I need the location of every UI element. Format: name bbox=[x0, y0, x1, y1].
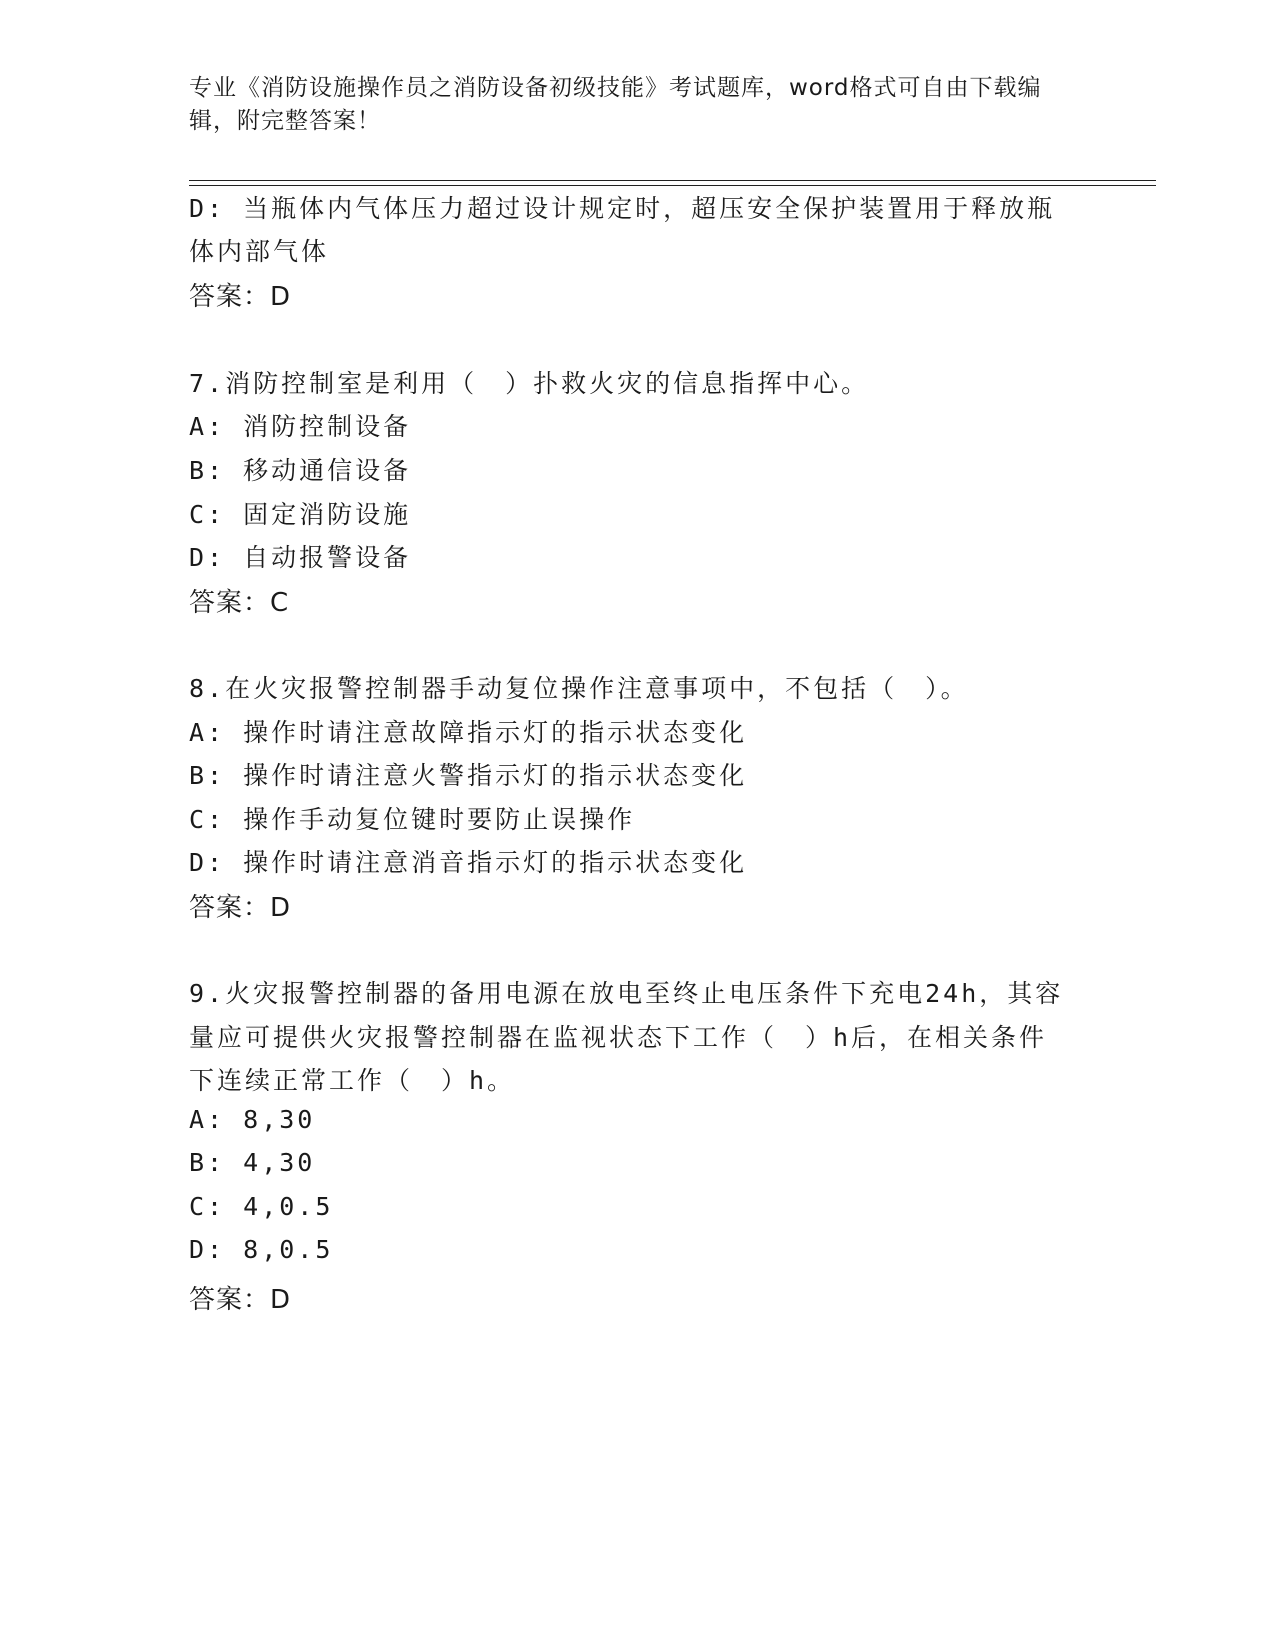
q8-stem: 8.在火灾报警控制器手动复位操作注意事项中，不包括（ ）。 bbox=[189, 674, 969, 703]
q9-option-c: C: 4,0.5 bbox=[189, 1192, 334, 1221]
prev-option-d-line1: D: 当瓶体内气体压力超过设计规定时，超压安全保护装置用于释放瓶 bbox=[189, 194, 1056, 223]
header-divider-top bbox=[189, 180, 1156, 181]
q7-option-a: A: 消防控制设备 bbox=[189, 412, 412, 441]
header-divider-bottom bbox=[189, 185, 1156, 186]
q7-option-c: C: 固定消防设施 bbox=[189, 500, 412, 529]
q9-answer: 答案：D bbox=[189, 1285, 292, 1315]
q9-stem-line1: 9.火灾报警控制器的备用电源在放电至终止电压条件下充电24h，其容 bbox=[189, 979, 1064, 1008]
q7-stem: 7.消防控制室是利用（ ）扑救火灾的信息指挥中心。 bbox=[189, 369, 870, 398]
q8-option-c: C: 操作手动复位键时要防止误操作 bbox=[189, 805, 636, 834]
q7-answer: 答案：C bbox=[189, 588, 290, 618]
q8-option-d: D: 操作时请注意消音指示灯的指示状态变化 bbox=[189, 848, 748, 877]
q8-option-b: B: 操作时请注意火警指示灯的指示状态变化 bbox=[189, 761, 748, 790]
prev-option-d-line2: 体内部气体 bbox=[189, 237, 330, 266]
q7-option-b: B: 移动通信设备 bbox=[189, 456, 412, 485]
q9-stem-line3: 下连续正常工作（ ）h。 bbox=[189, 1066, 516, 1095]
q8-option-a: A: 操作时请注意故障指示灯的指示状态变化 bbox=[189, 718, 748, 747]
document-header: 专业《消防设施操作员之消防设备初级技能》考试题库，word格式可自由下载编辑，附完整答案！ bbox=[189, 75, 1042, 134]
q9-option-b: B: 4,30 bbox=[189, 1148, 316, 1177]
q9-stem-line2: 量应可提供火灾报警控制器在监视状态下工作（ ）h后，在相关条件 bbox=[189, 1023, 1048, 1052]
q8-answer: 答案：D bbox=[189, 893, 292, 923]
q9-option-d: D: 8,0.5 bbox=[189, 1235, 334, 1264]
prev-answer: 答案：D bbox=[189, 282, 292, 312]
q7-option-d: D: 自动报警设备 bbox=[189, 543, 412, 572]
q9-option-a: A: 8,30 bbox=[189, 1105, 316, 1134]
